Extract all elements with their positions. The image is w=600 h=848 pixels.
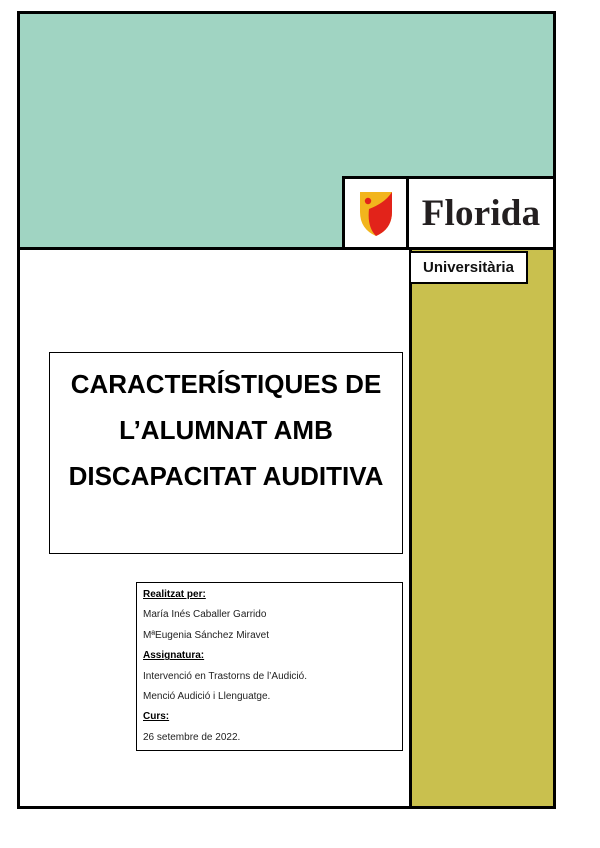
shield-icon — [356, 188, 396, 238]
subject-heading: Assignatura: — [143, 650, 205, 662]
logo-wordmark: Florida — [421, 192, 541, 234]
subject-line: Menció Audició i Llenguatge. — [143, 691, 271, 703]
author-heading: Realitzat per: — [143, 589, 206, 600]
course-date: 26 setembre de 2022. — [143, 731, 241, 743]
title-line: DISCAPACITAT AUDITIVA — [68, 461, 384, 491]
author-name: MªEugenia Sánchez Miravet — [143, 629, 269, 641]
course-heading: Curs: — [143, 711, 170, 723]
info-box — [136, 582, 403, 751]
logo-subtitle: Universitària — [409, 251, 528, 284]
subject-line: Intervenció en Trastorns de l’Audició. — [143, 670, 307, 682]
author-name: María Inés Caballer Garrido — [143, 609, 267, 621]
university-logo — [342, 176, 556, 250]
title-box — [49, 352, 403, 554]
title-line: L’ALUMNAT AMB — [119, 415, 333, 445]
shield-cell — [345, 179, 409, 247]
title-line: CARACTERÍSTIQUES DE — [70, 369, 382, 399]
